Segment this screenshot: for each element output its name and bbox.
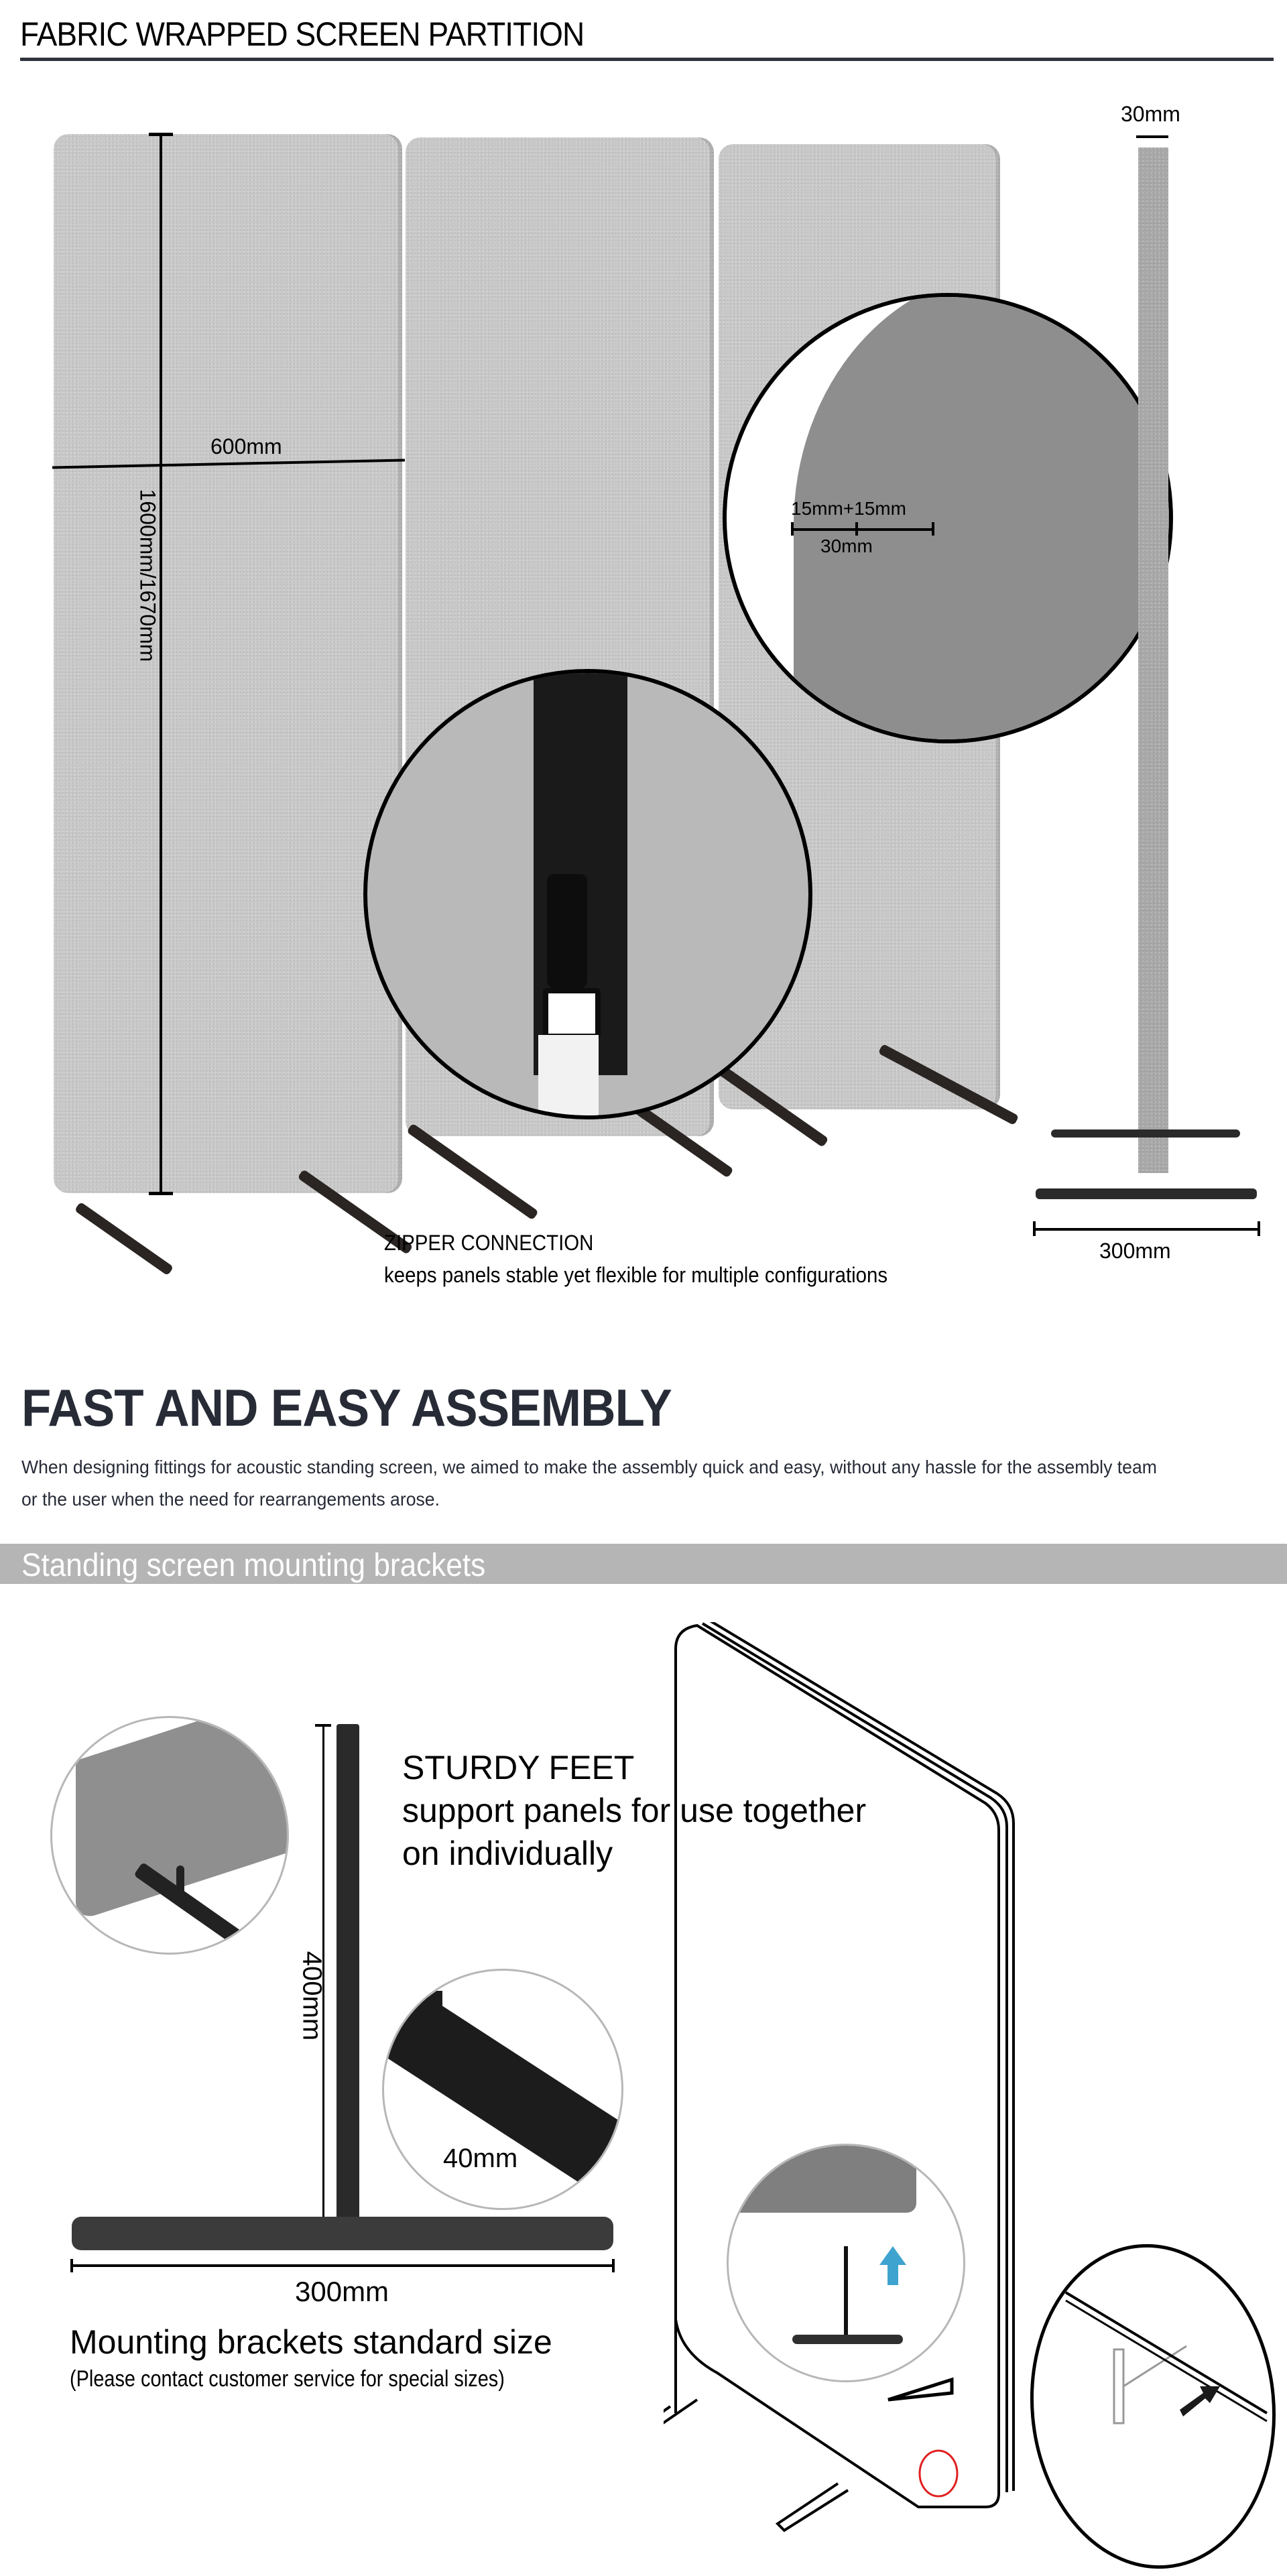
edge-dimension-cap xyxy=(855,522,858,536)
sturdy-feet-heading: STURDY FEET xyxy=(402,1749,635,1786)
assembly-detail-loupe xyxy=(727,2144,965,2382)
side-view-lower-foot xyxy=(1036,1188,1257,1199)
panel-line-drawing xyxy=(664,1622,1287,2576)
foot xyxy=(74,1202,174,1276)
bar-width-loupe xyxy=(382,1969,623,2210)
side-view-panel xyxy=(1138,147,1168,1173)
foot-dimension-cap xyxy=(1258,1221,1260,1236)
base-length-cap xyxy=(70,2259,73,2272)
zipper-pull xyxy=(543,988,601,1039)
assembly-fabric xyxy=(729,2146,916,2213)
sturdy-feet-line2: on individually xyxy=(402,1835,613,1872)
zipper-heading: ZIPPER CONNECTION xyxy=(384,1231,594,1255)
foot-dimension-line xyxy=(1034,1228,1259,1231)
width-dimension-label: 600mm xyxy=(210,434,282,458)
assembly-base xyxy=(792,2335,903,2344)
foot-dimension-label: 300mm xyxy=(1099,1239,1171,1263)
height-dimension-line xyxy=(160,134,162,1193)
sturdy-feet-line1: support panels for use together xyxy=(402,1792,867,1829)
zipper-white-strip xyxy=(538,1035,599,1119)
special-sizes-note: (Please contact customer service for special sizes) xyxy=(70,2366,505,2392)
bracket-post xyxy=(336,1724,359,2237)
bar-width-label: 40mm xyxy=(443,2144,518,2173)
bar-width-post xyxy=(421,1991,442,2044)
height-dimension-cap xyxy=(149,133,173,136)
height-dimension-label: 1600mm/1670mm xyxy=(135,489,160,662)
base-length-label: 300mm xyxy=(295,2276,389,2307)
edge-dimension-cap xyxy=(791,522,794,536)
base-length-dimension-line xyxy=(71,2264,614,2267)
post-height-label: 400mm xyxy=(297,1951,327,2041)
assembly-post xyxy=(844,2246,848,2340)
edge-split-label: 15mm+15mm xyxy=(791,498,906,519)
brackets-band-title: Standing screen mounting brackets xyxy=(21,1548,486,1583)
edge-detail-loupe xyxy=(723,293,1173,743)
side-view-upper-foot xyxy=(1051,1129,1240,1138)
foot xyxy=(406,1123,539,1220)
partition-illustration xyxy=(0,102,1287,1263)
section-title-assembly: FAST AND EASY ASSEMBLY xyxy=(21,1378,672,1437)
edge-dimension-cap xyxy=(932,522,934,536)
assembly-description: When designing fittings for acoustic standing screen, we aimed to make the assembly quick and easy, without any hassle for the assembly team or the user when the need for rearrangements arose. xyxy=(21,1457,1157,1510)
thickness-dimension-line xyxy=(1136,135,1168,138)
zipper-description: keeps panels stable yet flexible for multiple configurations xyxy=(384,1263,888,1287)
base-length-cap xyxy=(612,2259,615,2272)
zipper-detail-loupe xyxy=(363,669,812,1119)
thickness-label: 30mm xyxy=(1121,102,1180,126)
post-height-cap xyxy=(315,1724,331,1727)
closeup-foot-post xyxy=(176,1865,184,1906)
highlight-circle xyxy=(920,2451,957,2496)
bracket-base xyxy=(72,2217,613,2250)
height-dimension-cap xyxy=(149,1192,173,1195)
brackets-standard-size-caption: Mounting brackets standard size xyxy=(70,2323,552,2361)
panel-left xyxy=(54,134,402,1193)
title-divider xyxy=(20,58,1274,61)
lift-up-arrow-icon xyxy=(879,2246,906,2286)
edge-dimension-line xyxy=(792,528,933,531)
edge-total-label: 30mm xyxy=(820,536,873,556)
foot-dimension-cap xyxy=(1033,1221,1036,1236)
section-title-fabric-partition: FABRIC WRAPPED SCREEN PARTITION xyxy=(20,15,585,53)
zipper-slider xyxy=(547,874,587,988)
foot-closeup-loupe xyxy=(50,1716,289,1955)
